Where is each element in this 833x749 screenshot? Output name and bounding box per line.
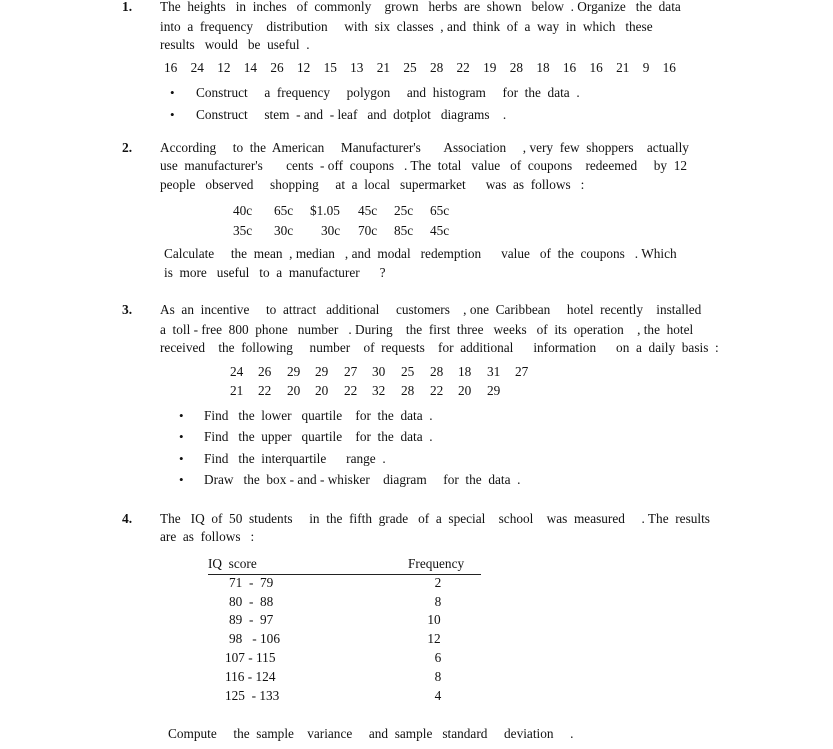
- bullet-icon: •: [179, 472, 184, 487]
- question-text-line: The heights in inches of commonly grown herbs are shown below . Organize the data: [160, 0, 681, 14]
- iq-range: 80 - 88: [229, 594, 274, 609]
- task-item: Find the lower quartile for the data .: [204, 408, 433, 423]
- question-text-line: a toll - free 800 phone number . During the first three weeks of its operation , the hotel: [160, 322, 694, 337]
- coupon-value: 85c: [394, 223, 414, 238]
- frequency-value: 6: [434, 650, 442, 665]
- coupon-value: 30c: [274, 223, 294, 238]
- coupon-value: 30c: [321, 223, 341, 238]
- bullet-icon: •: [179, 429, 184, 444]
- iq-range: 89 - 97: [229, 612, 274, 627]
- iq-range: 107 - 115: [225, 650, 276, 665]
- request-value: 22: [344, 383, 358, 398]
- request-value: 27: [344, 364, 358, 379]
- task-item: Find the interquartile range .: [204, 451, 386, 466]
- frequency-value: 10: [427, 612, 441, 627]
- followup-text-line: is more useful to a manufacturer ?: [164, 265, 386, 280]
- request-value: 31: [487, 364, 501, 379]
- footer-instruction: Compute the sample variance and sample standard deviation .: [168, 726, 574, 741]
- question-text-line: The IQ of 50 students in the fifth grade of a special school was measured . The results: [160, 511, 710, 526]
- request-value: 30: [372, 364, 386, 379]
- table-header-frequency: Frequency: [408, 556, 465, 571]
- task-item: Draw the box - and - whisker diagram for the data .: [204, 472, 521, 487]
- request-value: 20: [287, 383, 301, 398]
- frequency-value: 2: [434, 575, 442, 590]
- frequency-value: 4: [434, 688, 442, 703]
- question-text-line: As an incentive to attract additional customers , one Caribbean hotel recently installed: [160, 302, 702, 317]
- question-text-line: results would be useful .: [160, 37, 310, 52]
- question-text-line: use manufacturer's cents - off coupons . The total value of coupons redeemed by 12: [160, 158, 687, 173]
- request-value: 21: [230, 383, 244, 398]
- task-item: Find the upper quartile for the data .: [204, 429, 433, 444]
- request-value: 25: [401, 364, 415, 379]
- request-value: 18: [458, 364, 472, 379]
- bullet-icon: •: [170, 107, 175, 122]
- coupon-value: 25c: [394, 203, 414, 218]
- bullet-icon: •: [170, 85, 175, 100]
- question-text-line: received the following number of requests for additional information on a daily basis :: [160, 340, 719, 355]
- coupon-value: 40c: [233, 203, 253, 218]
- request-value: 22: [430, 383, 444, 398]
- request-value: 24: [230, 364, 244, 379]
- iq-range: 71 - 79: [229, 575, 274, 590]
- task-item: Construct stem - and - leaf and dotplot diagrams .: [196, 107, 507, 122]
- bullet-icon: •: [179, 408, 184, 423]
- iq-range: 125 - 133: [225, 688, 280, 703]
- coupon-value: $1.05: [310, 203, 340, 218]
- request-value: 27: [515, 364, 529, 379]
- question-text-line: into a frequency distribution with six classes , and think of a way in which these: [160, 19, 653, 34]
- coupon-value: 70c: [358, 223, 378, 238]
- request-value: 26: [258, 364, 272, 379]
- followup-text-line: Calculate the mean , median , and modal redemption value of the coupons . Which: [164, 246, 677, 261]
- bullet-icon: •: [179, 451, 184, 466]
- table-header-iq-score: IQ score: [208, 556, 257, 571]
- question-number: 2.: [122, 140, 133, 155]
- request-value: 20: [315, 383, 329, 398]
- iq-range: 98 - 106: [229, 631, 280, 646]
- request-value: 22: [258, 383, 272, 398]
- frequency-value: 8: [434, 594, 442, 609]
- request-value: 29: [487, 383, 501, 398]
- question-text-line: people observed shopping at a local supermarket was as follows :: [160, 177, 585, 192]
- request-value: 28: [401, 383, 415, 398]
- coupon-value: 45c: [430, 223, 450, 238]
- request-value: 20: [458, 383, 472, 398]
- request-value: 29: [315, 364, 329, 379]
- iq-range: 116 - 124: [225, 669, 276, 684]
- task-item: Construct a frequency polygon and histogram for the data .: [196, 85, 580, 100]
- frequency-value: 8: [434, 669, 442, 684]
- coupon-value: 65c: [274, 203, 294, 218]
- question-text-line: According to the American Manufacturer's Association , very few shoppers actually: [160, 140, 689, 155]
- frequency-value: 12: [427, 631, 441, 646]
- data-values-row: 16 24 12 14 26 12 15 13 21 25 28 22 19 28 18 16 16 21 9 16: [164, 60, 676, 75]
- coupon-value: 45c: [358, 203, 378, 218]
- request-value: 28: [430, 364, 444, 379]
- coupon-value: 35c: [233, 223, 253, 238]
- question-number: 4.: [122, 511, 133, 526]
- question-text-line: are as follows :: [160, 529, 255, 544]
- question-number: 1.: [122, 0, 133, 14]
- request-value: 29: [287, 364, 301, 379]
- request-value: 32: [372, 383, 386, 398]
- question-number: 3.: [122, 302, 133, 317]
- coupon-value: 65c: [430, 203, 450, 218]
